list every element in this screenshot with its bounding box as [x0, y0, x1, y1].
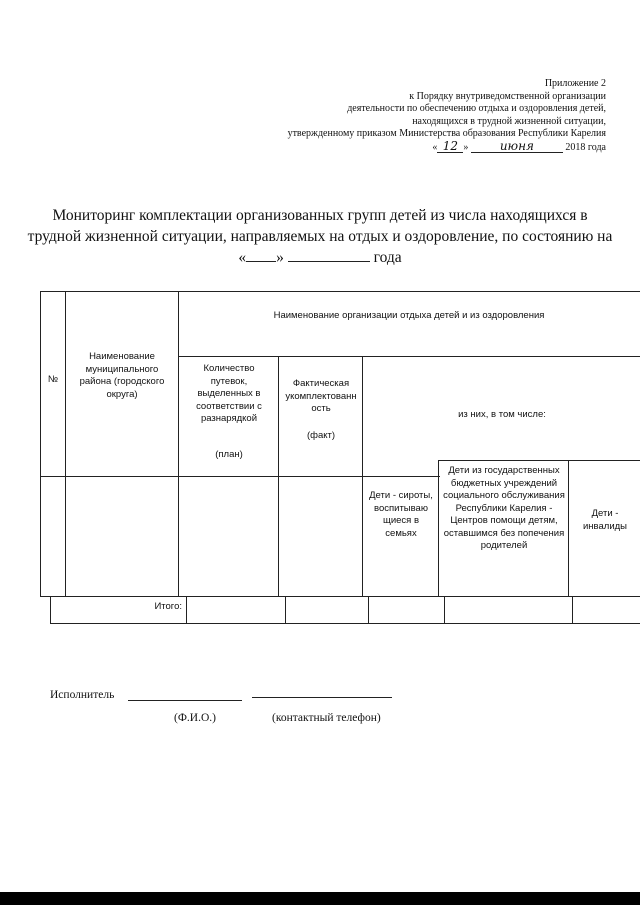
table-border-left [40, 291, 41, 596]
title-line-1: Мониторинг комплектации организованных групп детей из числа находящихся в [52, 207, 588, 224]
date-open-quote: « [432, 141, 438, 153]
col-organization-header: Наименование организации отдыха детей и из оздоровления [273, 310, 545, 321]
appendix-header [186, 78, 606, 155]
date-year: 2018 года [565, 141, 606, 153]
table-line-total-top [40, 596, 640, 597]
appendix-line: утвержденному приказом Министерства образования Республики Карелия [287, 128, 606, 140]
table-total-divider-3 [368, 596, 369, 624]
table-line-header-bottom [40, 476, 440, 477]
table-total-left [50, 596, 51, 624]
table-col-orphans-right [438, 460, 439, 596]
col-vouchers-header: Количество путевок, выделенных в соответствии с разнарядкой [196, 363, 262, 424]
table-col-actual-right [362, 356, 363, 596]
total-label: Итого: [154, 601, 182, 612]
table-total-divider-2 [285, 596, 286, 624]
table-col-state-right [568, 460, 569, 596]
phone-label: (контактный телефон) [272, 712, 381, 724]
document-title [20, 205, 620, 268]
title-line-3 [20, 247, 620, 268]
col-actual-note: (факт) [306, 430, 336, 441]
date-close-quote: » [463, 141, 469, 153]
title-close-quote: » [276, 249, 284, 266]
sub-disabled-header: Дети - инвалиды [583, 508, 627, 532]
executor-fio-line [128, 700, 242, 701]
table-total-divider-4 [444, 596, 445, 624]
scan-bottom-edge [0, 892, 640, 905]
col-actual-header: Фактическая укомплектованн ость [285, 378, 357, 414]
table-total-divider-1 [186, 596, 187, 624]
appendix-line: к Порядку внутриведомственной организации [409, 90, 606, 102]
appendix-line: Приложение 2 [544, 78, 606, 89]
sub-orphans-header: Дети - сироты, воспитываю щиеся в семьях [369, 490, 433, 539]
table-border-top [40, 291, 640, 292]
table-line-total-bottom [50, 623, 640, 624]
date-day: 12 [437, 141, 463, 153]
title-month-blank [288, 247, 370, 262]
col-including-header: из них, в том числе: [458, 409, 546, 420]
title-day-blank [246, 247, 276, 262]
appendix-date [186, 138, 606, 155]
col-number-header: № [47, 374, 59, 385]
title-line-2: трудной жизненной ситуации, направляемых на отдых и оздоровление, по состоянию на [27, 228, 613, 245]
table-line-including-bottom [438, 460, 640, 461]
executor-label: Исполнитель [50, 689, 115, 701]
table-total-divider-5 [572, 596, 573, 624]
title-open-quote: « [238, 249, 247, 266]
date-month: июня [471, 141, 563, 153]
sub-state-institutions-header: Дети из государственных бюджетных учреждений социального обслуживания Республики Карелия - Центров помощи детям, оставшимся без попечения родителей [443, 465, 565, 551]
table-col-district-right [178, 291, 179, 596]
col-district-header: Наименование муниципального района (городского округа) [79, 351, 165, 400]
table-col-number-right [65, 291, 66, 596]
table-col-vouchers-right [278, 356, 279, 596]
table-line-org-bottom [178, 356, 640, 357]
fio-label: (Ф.И.О.) [174, 712, 216, 724]
appendix-line: находящихся в трудной жизненной ситуации, [412, 115, 606, 127]
appendix-line: деятельности по обеспечению отдыха и оздоровления детей, [347, 103, 606, 115]
col-vouchers-note: (план) [215, 449, 243, 460]
executor-phone-line [252, 697, 392, 698]
title-year-word: года [373, 249, 402, 266]
